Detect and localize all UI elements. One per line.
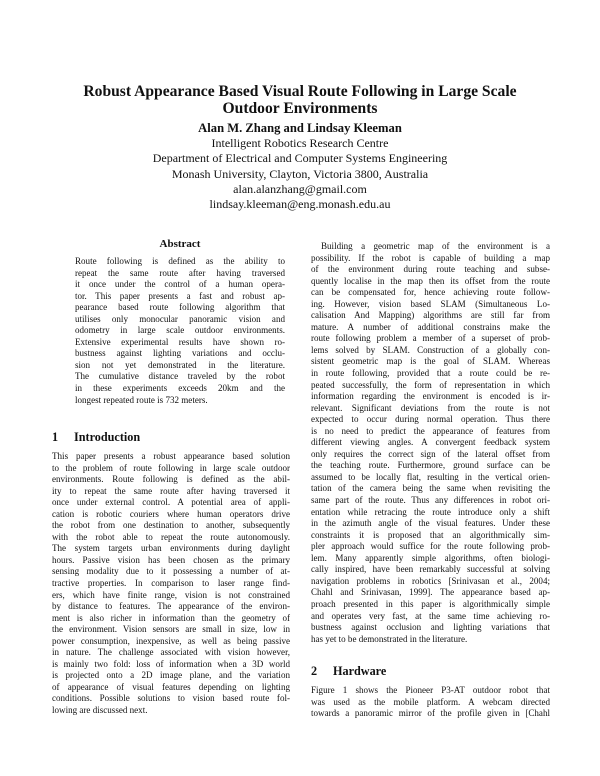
right-column-body	[311, 241, 550, 645]
section-title: Hardware	[333, 664, 387, 678]
text-line: and operates very fast, at the same time achieving ro-	[311, 610, 550, 621]
text-line: bustness against occlusion and lighting variations that	[311, 622, 550, 633]
introduction-body	[52, 451, 290, 717]
text-line: ment is also richer in information than the geometry of	[52, 612, 290, 623]
text-line: was used as the mobile platform. A webcam directed	[311, 696, 550, 707]
section-heading-hardware	[311, 664, 386, 679]
text-line: lowing are discussed next.	[52, 705, 148, 716]
title-line: Outdoor Environments	[222, 100, 378, 117]
text-line: with the robot able to repeat the route autonomously.	[52, 531, 290, 542]
text-line: in the azimuth angle of the visual features. Under these	[311, 518, 550, 529]
text-line: same part of the route. Thus any differences in robot ori-	[311, 495, 550, 506]
abstract-heading: Abstract	[159, 238, 201, 250]
author-names: Alan M. Zhang and Lindsay Kleeman	[198, 121, 402, 135]
text-line: towards a panoramic mirror of the profile given in [Chahl	[311, 708, 550, 719]
text-line: expected to occur during normal operation. Thus there	[311, 414, 550, 425]
text-line: is projected onto a 2D image plane, and the variation	[52, 670, 290, 681]
text-line: route following problem a member of a superset of prob-	[311, 333, 550, 344]
text-line: Chahl and Srinivasan, 1999]. The appearance based ap-	[311, 587, 550, 598]
section-heading-introduction	[52, 430, 140, 445]
text-line: Figure 1 shows the Pioneer P3-AT outdoor robot that	[311, 685, 550, 695]
text-line: cation is robotic couriers where human operators drive	[52, 508, 290, 519]
text-line: is no need to predict the appearance of features from	[311, 425, 550, 436]
text-line: assumed to be locally flat, resulting in the vertical orien-	[311, 471, 550, 482]
abstract-line: sion not yet demonstrated in the literature.	[75, 359, 285, 370]
affiliation-line: Monash University, Clayton, Victoria 3800, Australia	[171, 166, 429, 181]
author-email: lindsay.kleeman@eng.monash.edu.au	[209, 197, 391, 212]
abstract-body	[75, 256, 285, 406]
section-number: 1	[52, 430, 59, 444]
text-line: constraints it is proposed that an algorithmically sim-	[311, 529, 550, 540]
paper-title	[40, 83, 560, 117]
text-line: in route following, provided that a route could be re-	[311, 368, 550, 379]
text-line: sistent geometric map is the goal of SLAM. Whereas	[311, 356, 550, 367]
text-line: only requires the correct sign of the lateral offset from	[311, 448, 550, 459]
text-line: ers, which have finite range, vision is not constrained	[52, 589, 290, 600]
text-line: can be compensated for, hence achieving route follow-	[311, 287, 550, 298]
text-line: tractive properties. In comparison to laser range find-	[52, 578, 290, 589]
hardware-body	[311, 685, 550, 720]
section-title: Introduction	[74, 430, 141, 444]
text-line: environments. Route following is defined as the abil-	[52, 474, 290, 485]
text-line: the environment. Vision sensors are small in size, low in	[52, 624, 290, 635]
text-line: the teaching route. Furthermore, ground surface can be	[311, 460, 550, 471]
text-line: to the problem of route following in large scale outdoor	[52, 462, 290, 473]
text-line: relevant. Significant deviations from the route is not	[311, 402, 550, 413]
text-line: ing. However, vision based SLAM (Simultaneous Lo-	[311, 298, 550, 309]
affiliation-line: Department of Electrical and Computer Systems Engineering	[152, 151, 448, 166]
text-line: Building a geometric map of the environment is a	[321, 241, 550, 251]
text-line: once under external control. A potential area of appli-	[52, 497, 290, 508]
section-number: 2	[311, 664, 318, 678]
text-line: calisation And Mapping) algorithms are still far from	[311, 310, 550, 321]
abstract-line: tor. This paper presents a fast and robust ap-	[75, 290, 285, 301]
text-line: quently localise in the map then its offset from the route	[311, 275, 550, 286]
abstract-line: repeat the same route after having traversed	[75, 267, 285, 278]
text-line: is mainly two fold: loss of information when a 3D world	[52, 658, 290, 669]
text-line: navigation problems in robotics [Srinivasan et al., 2004;	[311, 575, 550, 586]
text-line: the robot from one destination to another, subsequently	[52, 520, 290, 531]
abstract-line: longest repeated route is 732 meters.	[75, 394, 208, 405]
text-line: has yet to be demonstrated in the literature.	[311, 633, 468, 644]
text-line: The system targets urban environments during daylight	[52, 543, 290, 554]
text-line: in nature. The challenge associated with vision however,	[52, 647, 290, 658]
title-line: Robust Appearance Based Visual Route Following in Large Scale	[83, 83, 517, 100]
abstract-line: in these experiments exceeds 20km and the	[75, 383, 285, 394]
text-line: different viewing angles. A convergent feedback system	[311, 437, 550, 448]
text-line: cally inspired, have been remarkably successful at solving	[311, 564, 550, 575]
text-line: sensing modality due to it possessing a number of at-	[52, 566, 290, 577]
text-line: power consumption, inexpensive, as well as being passive	[52, 635, 290, 646]
text-line: tation of the camera being the same when revisiting the	[311, 483, 550, 494]
abstract-line: The cumulative distance traveled by the robot	[75, 371, 285, 382]
text-line: lem. Many apparently simple algorithms, often biologi-	[311, 552, 550, 563]
text-line: ity to repeat the same route after having traversed it	[52, 485, 290, 496]
text-line: of appearance of visual features depending on lighting	[52, 681, 290, 692]
text-line: information regarding the environment is encoded is ir-	[311, 391, 550, 402]
abstract-line: pearance based route following algorithm that	[75, 302, 285, 313]
text-line: hours. Passive vision has been chosen as the primary	[52, 554, 290, 565]
text-line: lems solved by SLAM. Construction of a globally con-	[311, 344, 550, 355]
affiliation-line: Intelligent Robotics Research Centre	[211, 136, 389, 150]
text-line: proach presented in this paper is algorithmically simple	[311, 598, 550, 609]
abstract-line: utilises only monocular panoramic vision and	[75, 313, 285, 324]
text-line: possibility. If the robot is capable of building a map	[311, 252, 550, 263]
author-email: alan.alanzhang@gmail.com	[233, 181, 367, 196]
abstract-line: Extensive experimental results have shown ro-	[75, 336, 285, 347]
text-line: This paper presents a robust appearance based solution	[52, 451, 290, 461]
abstract-line: Route following is defined as the ability to	[75, 256, 285, 266]
text-line: pler approach would suffice for the route following prob-	[311, 541, 550, 552]
text-line: by distance to features. The appearance of the environ-	[52, 601, 290, 612]
abstract-line: bustness against lighting variations and occlu-	[75, 348, 285, 359]
text-line: mature. A number of additional constrains make the	[311, 321, 550, 332]
affiliation-block	[40, 136, 560, 212]
text-line: of the environment during route teaching and subse-	[311, 264, 550, 275]
abstract-line: it once under the control of a human opera-	[75, 279, 285, 290]
abstract-line: odometry in large scale outdoor environments.	[75, 325, 285, 336]
text-line: entation while retracing the route introduce only a shift	[311, 506, 550, 517]
text-line: conditions. Possible solutions to vision based route fol-	[52, 693, 290, 704]
text-line: peated successfully, the form of representation in which	[311, 379, 550, 390]
